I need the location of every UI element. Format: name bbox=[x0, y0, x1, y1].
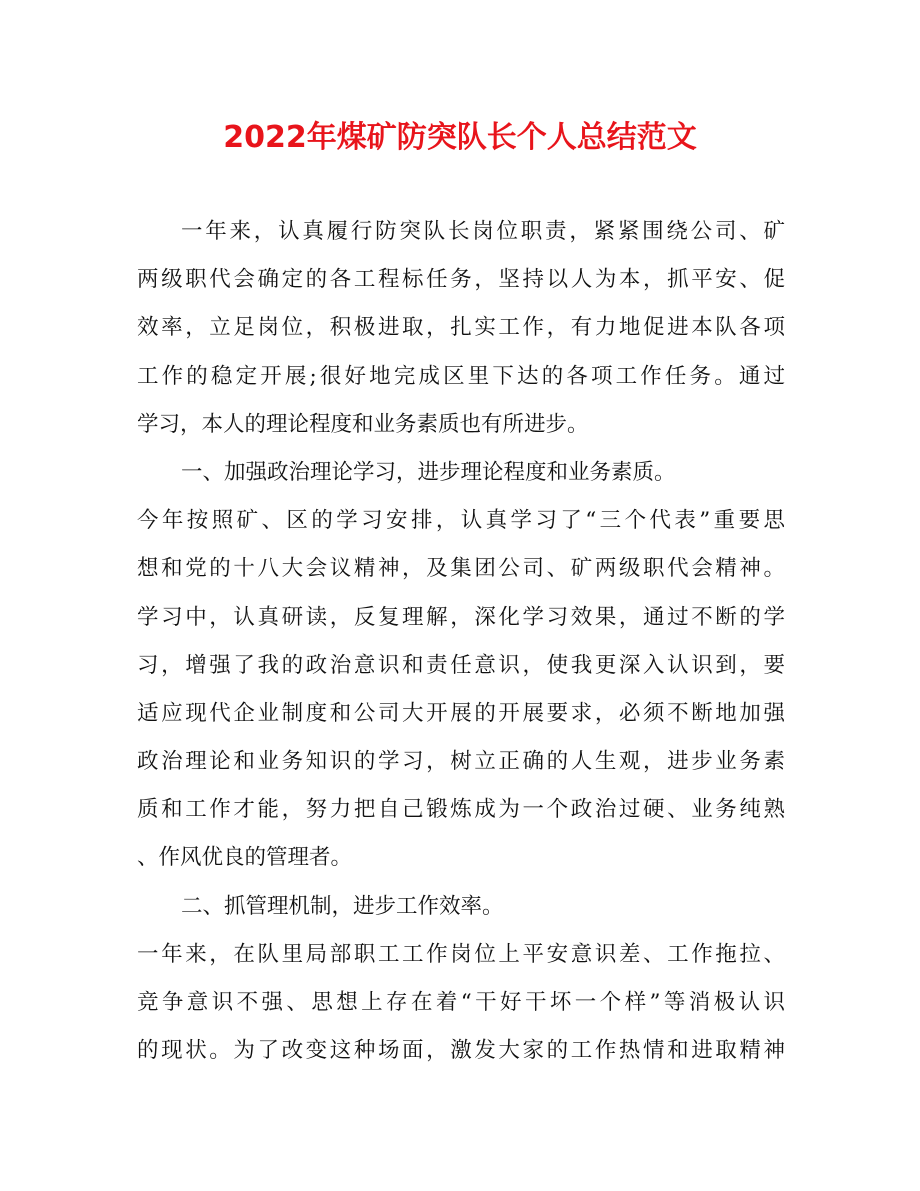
body-line: 一年来，认真履行防突队长岗位职责，紧紧围绕公司、矿 bbox=[181, 219, 785, 244]
body-line: 两级职代会确定的各工程标任务，坚持以人为本，抓平安、促 bbox=[137, 267, 785, 293]
body-line: 工作的稳定开展;很好地完成区里下达的各项工作任务。通过 bbox=[137, 363, 785, 389]
body-line: 、作风优良的管理者。 bbox=[137, 845, 353, 871]
body-line: 质和工作才能，努力把自己锻炼成为一个政治过硬、业务纯熟 bbox=[137, 797, 785, 823]
body-line: 一、加强政治理论学习，进步理论程度和业务素质。 bbox=[181, 459, 676, 485]
body-line: 效率，立足岗位，积极进取，扎实工作，有力地促进本队各项 bbox=[137, 315, 785, 341]
body-line: 一年来，在队里局部职工工作岗位上平安意识差、工作拖拉、 bbox=[137, 941, 785, 967]
body-line: 竞争意识不强、思想上存在着“干好干坏一个样”等消极认识 bbox=[137, 990, 785, 1015]
body-line: 学习，本人的理论程度和业务素质也有所进步。 bbox=[137, 411, 589, 437]
body-line: 习，增强了我的政治意识和责任意识，使我更深入认识到，要 bbox=[137, 652, 785, 678]
body-line: 适应现代企业制度和公司大开展的开展要求，必须不断地加强 bbox=[137, 700, 785, 726]
body-line: 今年按照矿、区的学习安排，认真学习了“三个代表”重要思 bbox=[137, 508, 785, 534]
document-title: 2022年煤矿防突队长个人总结范文 bbox=[223, 120, 697, 155]
body-line: 政治理论和业务知识的学习，树立正确的人生观，进步业务素 bbox=[137, 749, 785, 775]
body-line: 想和党的十八大会议精神，及集团公司、矿两级职代会精神。 bbox=[137, 556, 785, 582]
body-line: 的现状。为了改变这种场面，激发大家的工作热情和进取精神 bbox=[137, 1038, 785, 1064]
document-body bbox=[137, 208, 785, 1075]
body-line: 二、抓管理机制，进步工作效率。 bbox=[181, 893, 504, 919]
body-line: 学习中，认真研读，反复理解，深化学习效果，通过不断的学 bbox=[137, 604, 785, 630]
